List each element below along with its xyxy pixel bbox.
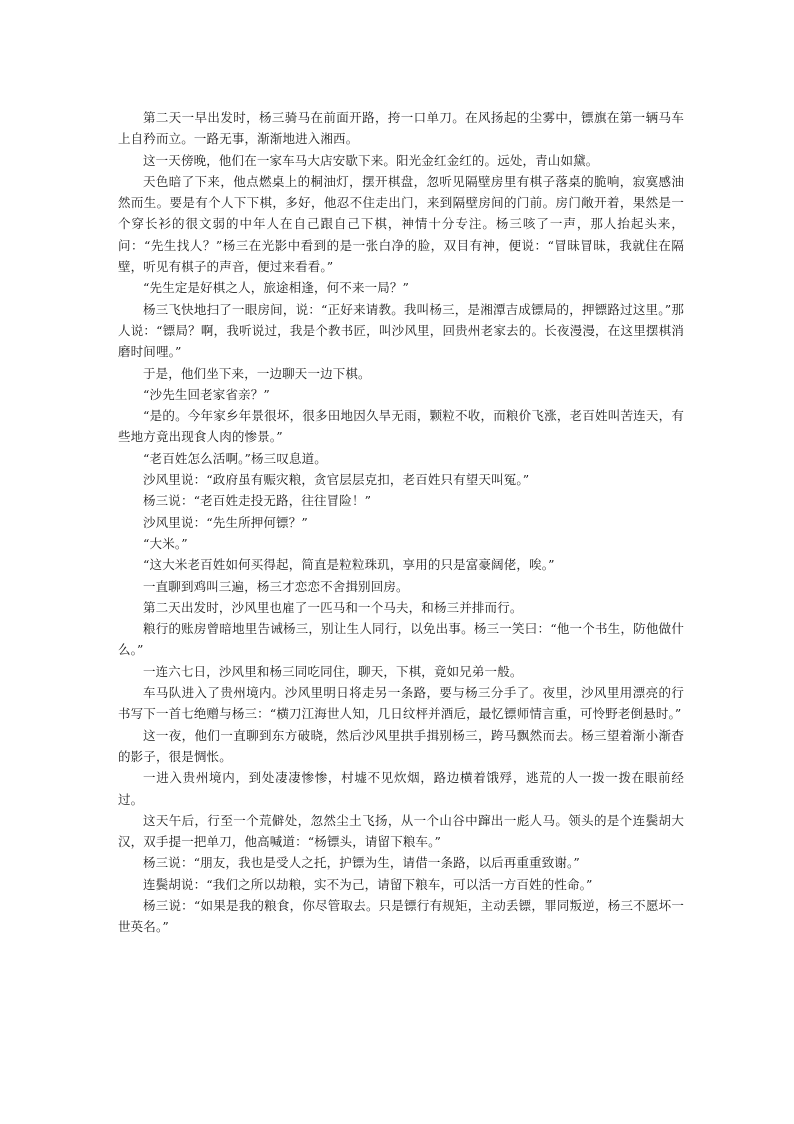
paragraph: 粮行的账房曾暗地里告诫杨三，别让生人同行，以免出事。杨三一笑曰：“他一个书生，防他做什么。” xyxy=(118,621,684,658)
paragraph: 杨三说：“老百姓走投无路，往往冒险！” xyxy=(143,493,372,509)
paragraph: “老百姓怎么活啊。”杨三叹息道。 xyxy=(143,450,327,466)
paragraph: 一直聊到鸡叫三遍，杨三才恋恋不舍揖别回房。 xyxy=(143,578,409,594)
paragraph: 第二天一早出发时，杨三骑马在前面开路，挎一口单刀。在风扬起的尘雾中，镖旗在第一辆马车上自矜而立。一路无事，渐渐地进入湘西。 xyxy=(118,110,684,147)
paragraph: 天色暗了下来，他点燃桌上的桐油灯，摆开棋盘，忽听见隔壁房里有棋子落桌的脆响，寂寞感油然而生。要是有个人下下棋，多好，他忍不住走出门，来到隔壁房间的门前。房门敞开着，果然是一个穿长衫的很文弱的中年人在自己跟自己下棋，神情十分专注。杨三咳了一声，那人抬起头来，问：“先生找人？”杨三在光影中看到的是一张白净的脸，双目有神，便说：“冒昧冒昧，我就住在隔壁，听见有棋子的声音，便过来看看。” xyxy=(118,173,684,275)
paragraph: 这天午后，行至一个荒僻处，忽然尘土飞扬，从一个山谷中蹿出一彪人马。领头的是个连鬓胡大汉，双手提一把单刀，他高喊道：“杨镖头，请留下粮车。” xyxy=(118,812,684,850)
paragraph: 车马队进入了贵州境内。沙风里明日将走另一条路，要与杨三分手了。夜里，沙风里用漂亮的行书写下一首七绝赠与杨三：“横刀江海世人知，几日纹枰并酒卮，最忆镖师情言重，可怜野老倒悬时。” xyxy=(118,685,684,722)
story-text xyxy=(118,107,684,938)
paragraph: 一连六七日，沙风里和杨三同吃同住，聊天，下棋，竟如兄弟一般。 xyxy=(143,663,523,679)
paragraph: 杨三说：“如果是我的粮食，你尽管取去。只是镖行有规矩，主动丢镖，罪同叛逆，杨三不愿坏一世英名。” xyxy=(118,897,684,935)
paragraph: 于是，他们坐下来，一边聊天一边下棋。 xyxy=(143,365,371,381)
paragraph: 第二天出发时，沙风里也雇了一匹马和一个马夫，和杨三并排而行。 xyxy=(143,599,523,615)
paragraph: 连鬓胡说：“我们之所以劫粮，实不为己，请留下粮车，可以活一方百姓的性命。” xyxy=(143,876,593,892)
paragraph: 一进入贵州境内，到处凄凄惨惨，村墟不见炊烟，路边横着饿殍，逃荒的人一拨一拨在眼前经过。 xyxy=(118,770,684,807)
paragraph: “大米。” xyxy=(143,535,188,551)
paragraph: 这一夜，他们一直聊到东方破晓，然后沙风里拱手揖别杨三，跨马飘然而去。杨三望着渐小渐杳的影子，很是惆怅。 xyxy=(118,727,684,764)
paragraph: “沙先生回老家省亲？” xyxy=(143,386,270,402)
paragraph: “这大米老百姓如何买得起，简直是粒粒珠玑，享用的只是富豪阔佬，唉。” xyxy=(143,557,555,573)
paragraph: 杨三说：“朋友，我也是受人之托，护镖为生，请借一条路，以后再重重致谢。” xyxy=(143,855,580,871)
paragraph: 沙风里说：“政府虽有赈灾粮，贪官层层克扣，老百姓只有望天叫冤。” xyxy=(143,472,530,488)
paragraph: 沙风里说：“先生所押何镖？” xyxy=(143,514,308,530)
paragraph: 这一天傍晚，他们在一家车马大店安歇下来。阳光金红金红的。远处，青山如黛。 xyxy=(143,152,599,168)
paragraph: “先生定是好棋之人，旅途相逢，何不来一局？” xyxy=(143,280,410,296)
paragraph: “是的。今年家乡年景很坏，很多田地因久旱无雨，颗粒不收，而粮价飞涨，老百姓叫苦连天，有些地方竟出现食人肉的惨景。” xyxy=(118,408,684,445)
paragraph: 杨三飞快地扫了一眼房间，说：“正好来请教。我叫杨三，是湘潭吉成镖局的，押镖路过这里。”那人说：“镖局？啊，我听说过，我是个教书匠，叫沙风里，回贵州老家去的。长夜漫漫，在这里摆棋消磨时间哩。” xyxy=(118,301,684,360)
